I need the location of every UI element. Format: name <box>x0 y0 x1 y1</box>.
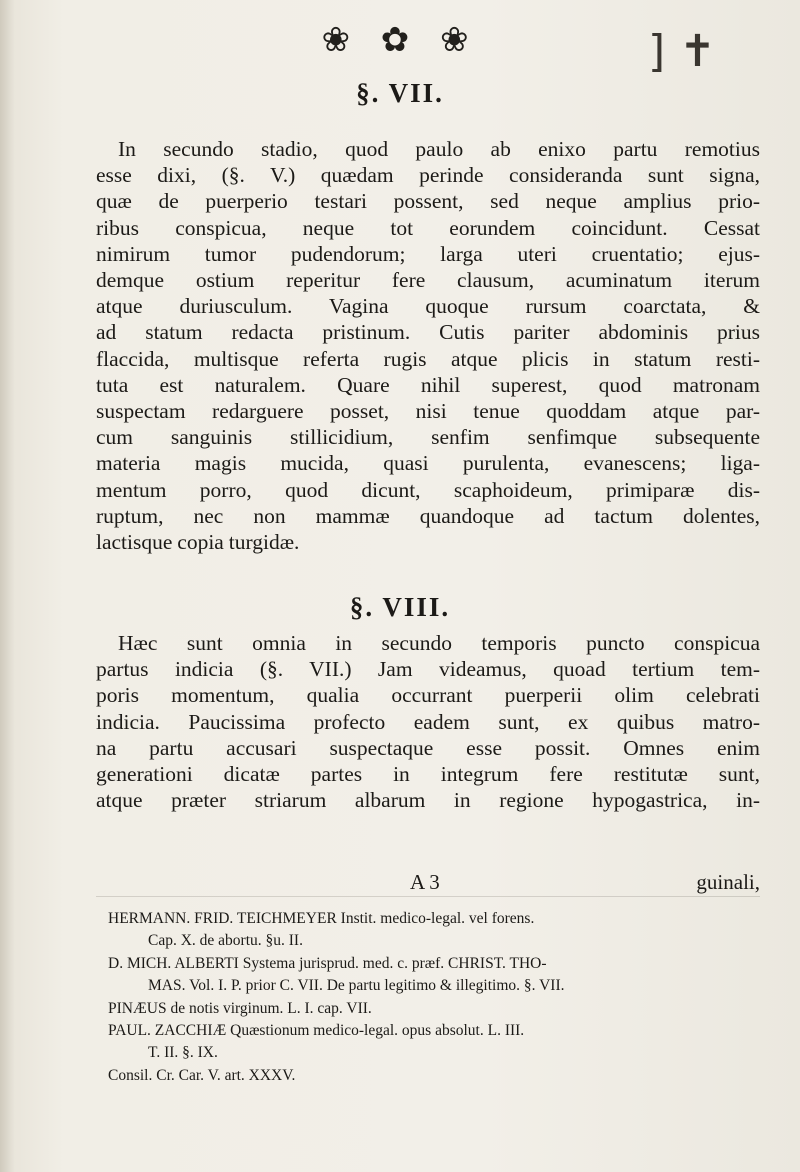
footnote-line: Cap. X. de abortu. §u. II. <box>148 932 303 950</box>
text-line: Hæc sunt omnia in secundo temporis puncto conspicua <box>118 631 760 655</box>
footnotes <box>108 908 760 1087</box>
section-viii-heading: §. VIII. <box>349 592 451 622</box>
footnote-line: PAUL. ZACCHIÆ Quæstionum medico-legal. opus absolut. L. III. <box>108 1022 525 1040</box>
text-line: ruptum, nec non mammæ quandoque ad tactum dolentes, <box>96 503 760 528</box>
text-line: lactisque copia turgidæ. <box>96 530 300 555</box>
text-line: esse dixi, (§. V.) quædam perinde consideranda sunt signa, <box>96 163 760 188</box>
text-line: ribus conspicua, neque tot eorundem coincidunt. Cessat <box>96 215 760 240</box>
footnote-line: Consil. Cr. Car. V. art. XXXV. <box>108 1066 296 1084</box>
text-line: atque præter striarum albarum in regione hypogastrica, in- <box>96 788 760 813</box>
section-viii-text <box>96 630 760 813</box>
text-line: atque duriusculum. Vagina quoque rursum coarctata, & <box>96 294 760 319</box>
footnote-line: D. MICH. ALBERTI Systema jurisprud. med. c. præf. CHRIST. THO- <box>108 954 547 972</box>
footnote-line: HERMANN. FRID. TEICHMEYER Instit. medico-legal. vel forens. <box>108 910 535 927</box>
text-line: mentum porro, quod dicunt, scaphoideum, primiparæ dis- <box>96 477 760 502</box>
corner-mark: ] ✝ <box>648 26 717 77</box>
text-line: demque ostium reperitur fere clausum, acuminatum iterum <box>96 268 760 293</box>
text-line: poris momentum, qualia occurrant puerperii olim celebrati <box>96 683 760 708</box>
text-line: materia magis mucida, quasi purulenta, evanescens; liga- <box>96 451 760 476</box>
text-line: indicia. Paucissima profecto eadem sunt, ex quibus matro- <box>96 709 760 734</box>
footnote-line: MAS. Vol. I. P. prior C. VII. De partu legitimo & illegitimo. §. VII. <box>148 977 565 995</box>
text-line: na partu accusari suspectaque esse possit. Omnes enim <box>96 735 760 760</box>
footnote-rule <box>96 896 760 897</box>
text-line: suspectam redarguere posset, nisi tenue quoddam atque par- <box>96 399 760 424</box>
text-line: nimirum tumor pudendorum; larga uteri cruentatio; ejus- <box>96 241 760 266</box>
text-line: generationi dicatæ partes in integrum fere restitutæ sunt, <box>96 762 760 787</box>
text-line: flaccida, multisque referta rugis atque plicis in statum resti- <box>96 346 760 371</box>
text-line: partus indicia (§. VII.) Jam videamus, quoad tertium tem- <box>96 657 760 682</box>
text-line: quæ de puerperio testari possent, sed neque amplius prio- <box>96 189 760 214</box>
text-line: tuta est naturalem. Quare nihil superest, quod matronam <box>96 372 760 397</box>
text-line: ad statum redacta pristinum. Cutis pariter abdominis prius <box>96 320 760 345</box>
footnote-line: T. II. §. IX. <box>148 1044 218 1062</box>
header-ornament: ❀ ✿ ❀ <box>321 20 479 60</box>
page-gutter <box>0 0 14 1172</box>
signature-mark: A 3 <box>410 870 440 894</box>
section-vii-heading: §. VII. <box>356 78 444 108</box>
text-line: cum sanguinis stillicidium, senfim senfimque subsequente <box>96 425 760 450</box>
footnote-line: PINÆUS de notis virginum. L. I. cap. VII. <box>108 999 372 1017</box>
section-vii-text <box>96 136 760 555</box>
text-line: In secundo stadio, quod paulo ab enixo partu remotius <box>118 137 760 161</box>
catchword: guinali, <box>696 870 760 894</box>
